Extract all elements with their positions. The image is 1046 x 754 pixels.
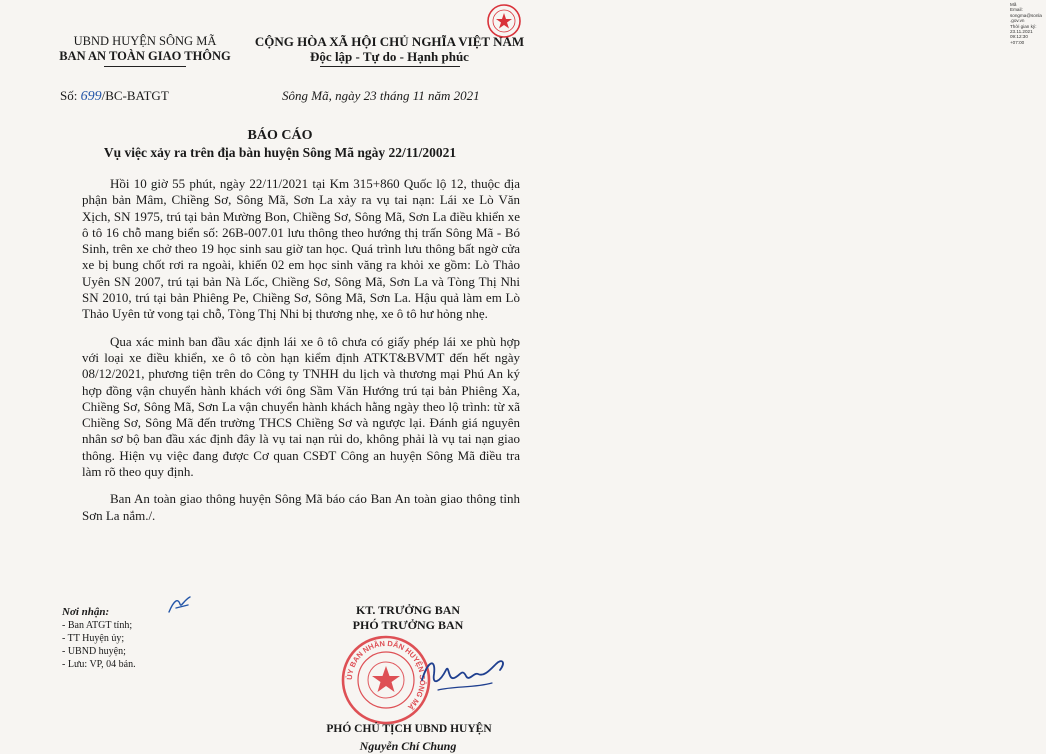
sig-meta-line: songma@sonla xyxy=(1010,12,1042,18)
sig-meta-line: 09:12:30 xyxy=(1010,34,1028,40)
signer-role-line-1: KT. TRƯỞNG BAN xyxy=(355,603,461,617)
document-title: BÁO CÁO xyxy=(247,128,313,143)
sig-meta-line: 23.11.2021 xyxy=(1010,29,1033,35)
recipient-item: - TT Huyện ủy; xyxy=(62,633,125,644)
doc-number-prefix: Số: xyxy=(60,88,78,103)
digital-signature-meta xyxy=(1010,2,1046,45)
sig-meta-line: Thời gian ký: xyxy=(1010,23,1037,29)
sig-meta-line: Mã xyxy=(1010,2,1017,7)
report-body xyxy=(82,176,520,535)
sig-meta-line: Email: xyxy=(1010,7,1023,13)
document-subtitle: Vụ việc xảy ra trên địa bàn huyện Sông Mã ngày 22/11/20021 xyxy=(103,145,457,160)
issuing-org-header xyxy=(40,34,250,67)
org-line-2: BAN AN TOÀN GIAO THÔNG xyxy=(59,49,231,63)
place-date-line: Sông Mã, ngày 23 tháng 11 năm 2021 xyxy=(282,88,480,103)
recipient-item: - Lưu: VP, 04 bản. xyxy=(62,659,136,670)
org-line-1: UBND HUYỆN SÔNG MÃ xyxy=(73,34,217,48)
body-paragraph: Ban An toàn giao thông huyện Sông Mã báo cáo Ban An toàn giao thông tỉnh Sơn La nắm./. xyxy=(82,491,520,523)
doc-number-suffix: /BC-BATGT xyxy=(101,88,169,103)
signer-name: Nguyễn Chí Chung xyxy=(359,739,457,753)
body-paragraph: Hồi 10 giờ 55 phút, ngày 22/11/2021 tại Km 315+860 Quốc lộ 12, thuộc địa phận bản Mâm, Chiềng Sơ, Sông Mã, Sơn La xảy ra vụ tai nạn: Lái xe Lò Văn Xịch, SN 1975, trú tại bản Mường Bon, Chiềng Sơ, Sông Mã, Sơn La điều khiển xe ô tô 16 chỗ mang biển số: 26B-007.01 lưu thông theo hướng thị trấn Sông Mã - Bó Sinh, trên xe chở theo 19 học sinh sau giờ tan học. Quá trình lưu thông bất ngờ cửa xe bị bung chốt rơi ra ngoài, khiến 02 em học sinh văng ra khỏi xe gồm: Lò Thảo Uyên SN 2007, trú tại bản Nà Lốc, Chiềng Sơ, Sông Mã, Sơn La và Tòng Thị Nhi SN 2010, trú tại bản Phiêng Pe, Chiềng Sơ, Sông Mã, Sơn La. Hậu quả làm em Lò Thảo Uyên tử vong tại chỗ, Tòng Thị Nhi bị thương nhẹ, xe ô tô hư hỏng nhẹ. xyxy=(82,176,520,322)
document-number xyxy=(60,88,169,105)
sig-meta-line: .gov.vn xyxy=(1010,18,1025,24)
digital-signature-stamp xyxy=(486,0,1042,46)
recipients-list xyxy=(62,606,136,671)
body-paragraph: Qua xác minh ban đầu xác định lái xe ô tô chưa có giấy phép lái xe phù hợp với loại xe điều khiển, xe ô tô còn hạn kiểm định ATKT&BVMT đến hết ngày 08/12/2021, phương tiện trên do Công ty TNHH du lịch và thương mại Phú An ký hợp đồng vận chuyển hành khách với ông Sầm Văn Hướng trú tại bản Phiêng Xa, Chiềng Sơ, Sông Mã, Sơn La vận chuyển hành khách hằng ngày theo lộ trình: từ xã Chiềng Sơ, Sông Mã đến trường THCS Chiềng Sơ và ngược lại. Đánh giá nguyên nhân sơ bộ ban đầu xác định đây là vụ tai nạn rủi do, không phải là vụ tai nạn giao thông. Hiện vụ việc đang được Cơ quan CSĐT Công an huyện Sông Mã điều tra làm rõ theo quy định. xyxy=(82,333,520,480)
seal-ring-text: ỦY BAN NHÂN DÂN HUYỆN SÔNG MÃ xyxy=(344,638,428,712)
org-underline xyxy=(104,66,186,67)
national-motto: Độc lập - Tự do - Hạnh phúc xyxy=(310,49,469,64)
digital-signature-icon xyxy=(486,2,522,42)
recipients-label: Nơi nhận: xyxy=(62,606,110,618)
signer-role-line-3: PHÓ CHỦ TỊCH UBND HUYỆN xyxy=(326,723,492,735)
motto-underline xyxy=(320,66,460,67)
signer-role-line-2: PHÓ TRƯỞNG BAN xyxy=(352,618,464,632)
handwritten-initial-mark xyxy=(166,594,194,616)
sig-meta-line: +07:00 xyxy=(1010,39,1025,45)
recipient-item: - Ban ATGT tỉnh; xyxy=(62,620,133,631)
recipient-item: - UBND huyện; xyxy=(62,646,126,657)
doc-number-value: 699 xyxy=(80,89,102,104)
handwritten-signature xyxy=(418,650,510,698)
nation-name: CỘNG HÒA XÃ HỘI CHỦ NGHĨA VIỆT NAM xyxy=(254,34,525,49)
